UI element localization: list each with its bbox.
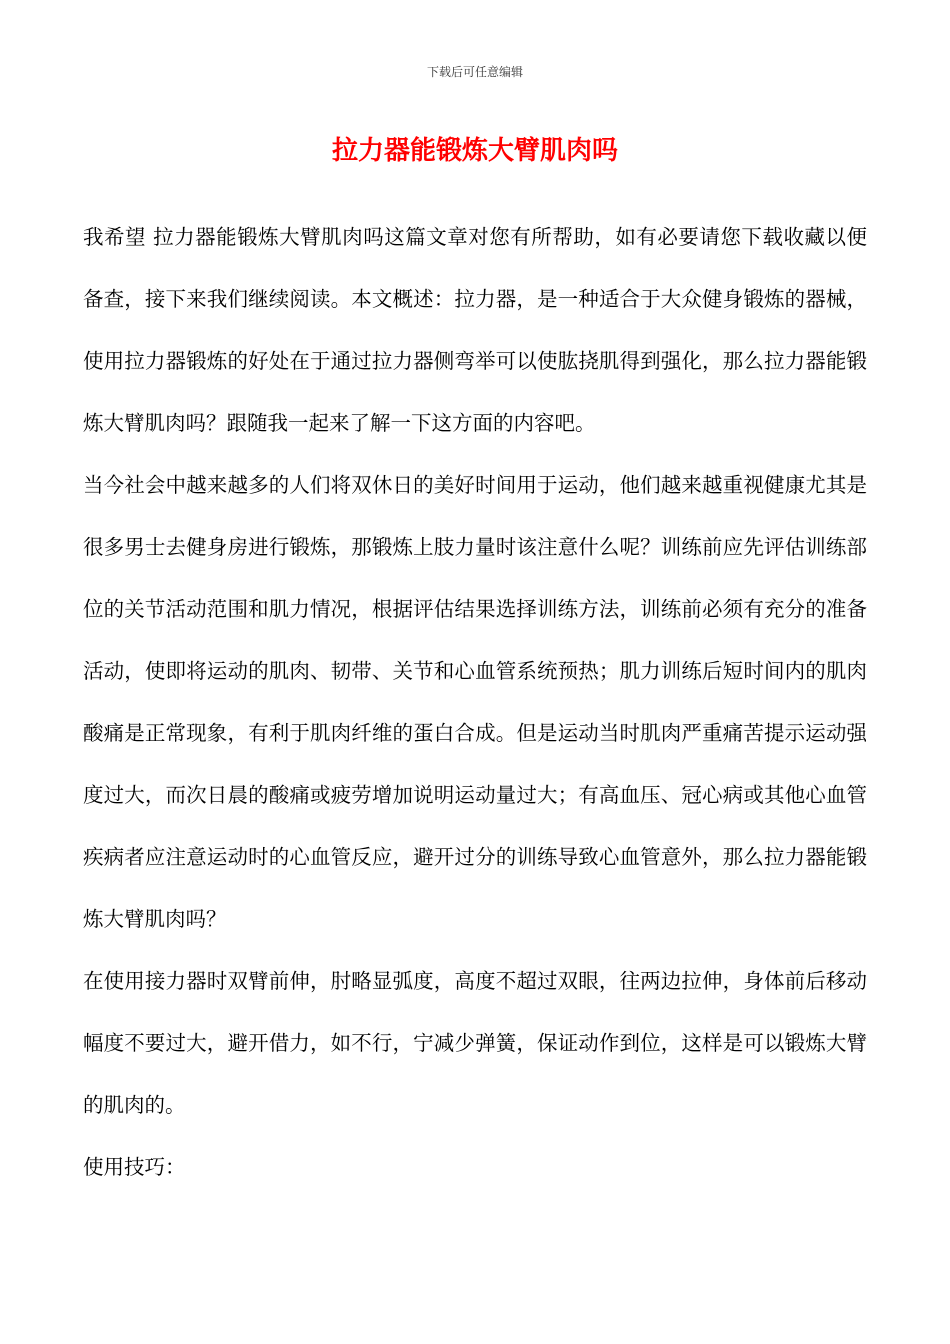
paragraph-intro: 我希望 拉力器能锻炼大臂肌肉吗这篇文章对您有所帮助，如有必要请您下载收藏以便备查，接下来我们继续阅读。本文概述：拉力器，是一种适合于大众健身锻炼的器械，使用拉力器锻炼的好处在于通过拉力器侧弯举可以使肱挠肌得到强化，那么拉力器能锻炼大臂肌肉吗？跟随我一起来了解一下这方面的内容吧。 xyxy=(83,225,867,435)
document-body xyxy=(83,206,867,1198)
document-title: 拉力器能锻炼大臂肌肉吗 xyxy=(331,136,618,166)
paragraph-training-notes: 当今社会中越来越多的人们将双休日的美好时间用于运动，他们越来越重视健康尤其是很多男士去健身房进行锻炼，那锻炼上肢力量时该注意什么呢？训练前应先评估训练部位的关节活动范围和肌力情况，根据评估结果选择训练方法，训练前必须有充分的准备活动，使即将运动的肌肉、韧带、关节和心血管系统预热；肌力训练后短时间内的肌肉酸痛是正常现象，有利于肌肉纤维的蛋白合成。但是运动当时肌肉严重痛苦提示运动强度过大，而次日晨的酸痛或疲劳增加说明运动量过大；有高血压、冠心病或其他心血管疾病者应注意运动时的心血管反应，避开过分的训练导致心血管意外，那么拉力器能锻炼大臂肌肉吗？ xyxy=(83,473,867,931)
paragraph-usage: 在使用接力器时双臂前伸，肘略显弧度，高度不超过双眼，往两边拉伸，身体前后移动幅度不要过大，避开借力，如不行，宁减少弹簧，保证动作到位，这样是可以锻炼大臂的肌肉的。 xyxy=(83,969,867,1117)
header-note: 下载后可任意编辑 xyxy=(426,65,523,79)
paragraph-tips-heading: 使用技巧： xyxy=(83,1155,186,1179)
